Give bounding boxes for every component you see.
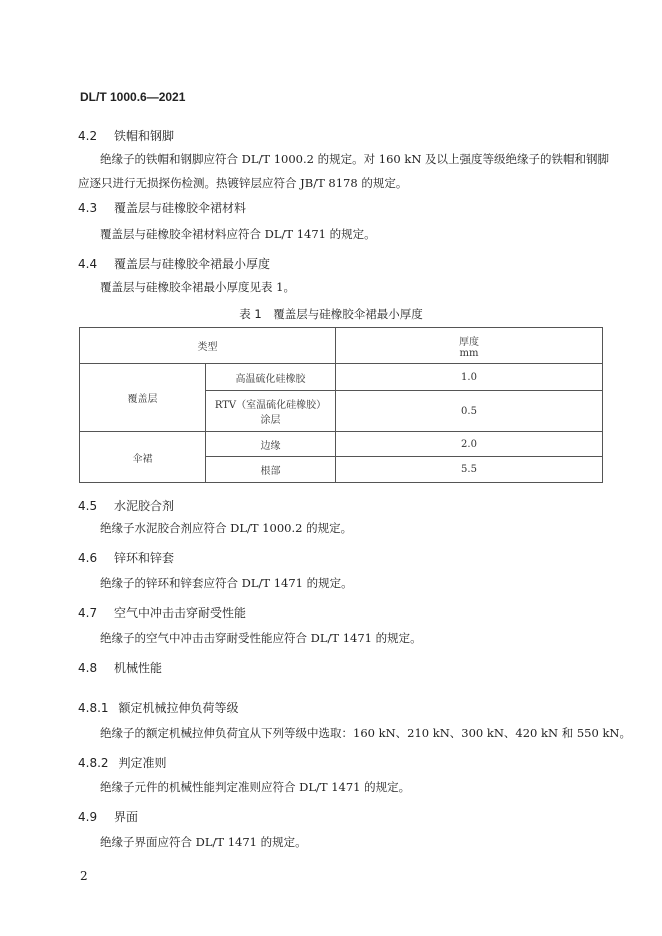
section-title: 空气中冲击击穿耐受性能 — [114, 606, 247, 620]
type-cell: 高温硫化硅橡胶 — [206, 364, 336, 391]
section-4-8-1-body — [100, 721, 631, 745]
body-line: 绝缘子的铁帽和钢脚应符合 DL/T 1000.2 的规定。对 160 kN 及以上强度等级绝缘子的铁帽和钢脚 — [100, 152, 610, 166]
section-title: 锌环和锌套 — [114, 551, 175, 565]
section-4-8-2-body — [100, 775, 410, 799]
section-title: 判定准则 — [118, 756, 167, 770]
type-cell: 根部 — [206, 457, 336, 483]
value-cell: 5.5 — [336, 457, 603, 483]
section-title: 覆盖层与硅橡胶伞裙最小厚度 — [114, 257, 271, 271]
section-4-9-heading — [78, 808, 138, 825]
section-title: 水泥胶合剂 — [114, 499, 175, 513]
body-line: 绝缘子元件的机械性能判定准则应符合 DL/T 1471 的规定。 — [100, 780, 411, 794]
body-line: 覆盖层与硅橡胶伞裙最小厚度见表 1。 — [100, 280, 295, 294]
value-cell: 0.5 — [336, 391, 603, 432]
section-4-6-body — [100, 571, 353, 595]
section-number: 4.2 — [78, 129, 98, 143]
body-line: 覆盖层与硅橡胶伞裙材料应符合 DL/T 1471 的规定。 — [100, 227, 376, 241]
section-number: 4.8.1 — [78, 701, 109, 715]
table-header-row — [80, 328, 603, 364]
section-4-8-2-heading — [78, 754, 167, 771]
value-cell: 2.0 — [336, 432, 603, 457]
body-line: 绝缘子界面应符合 DL/T 1471 的规定。 — [100, 835, 307, 849]
body-line: 绝缘子水泥胶合剂应符合 DL/T 1000.2 的规定。 — [100, 521, 353, 535]
section-number: 4.5 — [78, 499, 98, 513]
type-cell — [206, 391, 336, 432]
body-line: 应逐只进行无损探伤检测。热镀锌层应符合 JB/T 8178 的规定。 — [78, 176, 408, 190]
section-number: 4.9 — [78, 810, 98, 824]
body-line: 绝缘子的空气中冲击击穿耐受性能应符合 DL/T 1471 的规定。 — [100, 631, 422, 645]
section-title: 机械性能 — [114, 661, 163, 675]
type-line: RTV（室温硫化硅橡胶） — [214, 400, 327, 411]
section-4-7-heading — [78, 604, 246, 621]
table-caption: 表 1 覆盖层与硅橡胶伞裙最小厚度 — [239, 307, 423, 321]
section-4-5-body — [100, 516, 352, 540]
page-number: 2 — [80, 869, 88, 883]
section-4-4-heading — [78, 255, 270, 272]
thickness-table — [79, 327, 603, 483]
group-cell: 伞裙 — [80, 432, 206, 483]
section-number: 4.7 — [78, 606, 98, 620]
section-number: 4.8.2 — [78, 756, 109, 770]
header-type: 类型 — [80, 328, 336, 364]
section-title: 覆盖层与硅橡胶伞裙材料 — [114, 201, 247, 215]
section-number: 4.3 — [78, 201, 98, 215]
body-line: 绝缘子的额定机械拉伸负荷宜从下列等级中选取：160 kN、210 kN、300 kN、420 kN 和 550 kN。 — [100, 726, 631, 740]
section-title: 界面 — [114, 810, 139, 824]
group-cell: 覆盖层 — [80, 364, 206, 432]
section-4-8-heading — [78, 659, 162, 676]
section-title: 铁帽和钢脚 — [114, 129, 175, 143]
type-cell: 边缘 — [206, 432, 336, 457]
value-cell: 1.0 — [336, 364, 603, 391]
section-4-3-heading — [78, 199, 246, 216]
section-4-2-heading — [78, 127, 174, 144]
type-line: 涂层 — [260, 415, 281, 426]
header-thickness — [336, 328, 603, 364]
section-4-2-body — [78, 147, 610, 195]
section-4-6-heading — [78, 549, 174, 566]
standard-code-header: DL/T 1000.6—2021 — [80, 90, 186, 104]
section-number: 4.4 — [78, 257, 98, 271]
header-unit: mm — [459, 347, 479, 359]
section-4-4-body — [100, 275, 295, 299]
section-4-9-body — [100, 830, 307, 854]
section-4-7-body — [100, 626, 422, 650]
table-row — [80, 364, 603, 391]
section-4-3-body — [100, 222, 376, 246]
body-line: 绝缘子的锌环和锌套应符合 DL/T 1471 的规定。 — [100, 576, 353, 590]
header-thickness-label: 厚度 — [459, 336, 479, 348]
table-row — [80, 432, 603, 457]
section-4-5-heading — [78, 497, 174, 514]
section-number: 4.6 — [78, 551, 98, 565]
section-title: 额定机械拉伸负荷等级 — [118, 701, 239, 715]
section-4-8-1-heading — [78, 699, 239, 716]
section-number: 4.8 — [78, 661, 98, 675]
